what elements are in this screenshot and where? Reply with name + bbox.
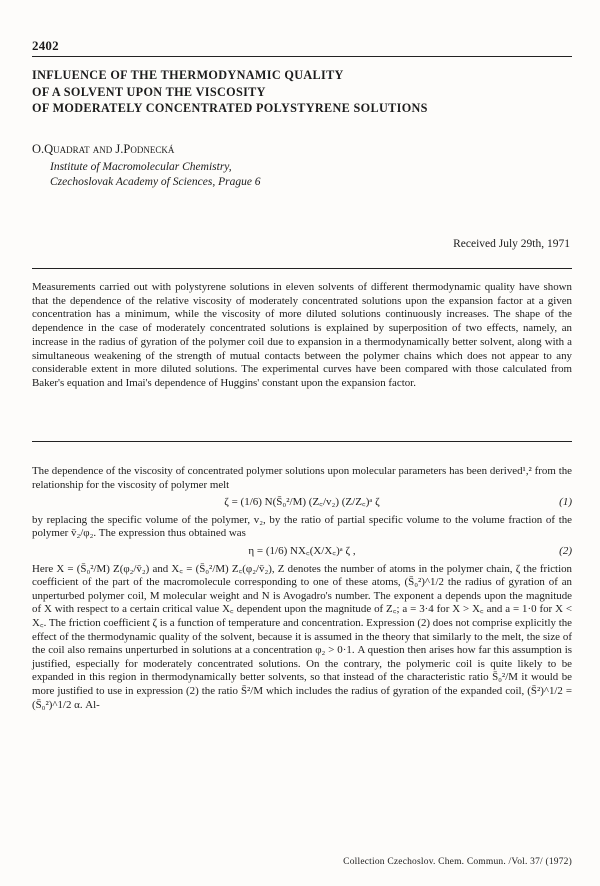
abstract-bottom-rule — [32, 441, 572, 442]
title-line: INFLUENCE OF THE THERMODYNAMIC QUALITY — [32, 68, 344, 82]
equation-formula: ζ = (1/6) N(S̄₀²/M) (Z꜀/v₂) (Z/Z꜀)ᵃ ζ — [224, 496, 380, 509]
title-line: OF MODERATELY CONCENTRATED POLYSTYRENE SOLUTIONS — [32, 101, 428, 115]
equation-formula: η = (1/6) NX꜀(X/X꜀)ᵃ ζ , — [248, 544, 356, 557]
header-rule — [32, 56, 572, 57]
page-number: 2402 — [32, 38, 59, 53]
article-body — [32, 465, 572, 712]
equation-number: (2) — [559, 544, 572, 557]
title-line: OF A SOLVENT UPON THE VISCOSITY — [32, 84, 266, 99]
body-paragraph: The dependence of the viscosity of concentrated polymer solutions upon molecular parameters has been derived¹,² from the relationship for the viscosity of polymer melt — [32, 465, 572, 491]
author-affiliation — [50, 160, 550, 190]
article-authors: O.Quadrat and J.Podnecká — [32, 142, 175, 156]
body-paragraph: by replacing the specific volume of the polymer, v₂, by the ratio of partial specific volume to the volume fraction of the polymer v̄₂/φ₂. The expression thus obtained was — [32, 513, 572, 540]
abstract-top-rule — [32, 268, 572, 269]
abstract: Measurements carried out with polystyrene solutions in eleven solvents of different thermodynamic quality have shown that the dependence of the relative viscosity of moderately concentrated solutions upon the expansion factor at a given concentration has a minimum, while the viscosity of more diluted solutions continuously increases. The shape of the dependence in the case of moderately concentrated solutions is explained by superposition of two effects, namely, an increase in the radius of gyration of the polymer coil due to expansion in a thermodynamically better solvent, along with a simultaneous weakening of the strength of mutual contacts between the polymer chains which does not appear to any considerable extent in more diluted solutions. The experimental curves have been compared with those calculated from Baker's equation and Imai's dependence of Huggins' constant upon the expansion factor. — [32, 281, 572, 389]
received-date: Received July 29th, 1971 — [453, 238, 570, 250]
affiliation-line: Czechoslovak Academy of Sciences, Prague 6 — [50, 176, 261, 188]
equation-2 — [32, 545, 572, 559]
article-title — [32, 67, 572, 117]
journal-footer: Collection Czechoslov. Chem. Commun. /Vol. 37/ (1972) — [343, 857, 572, 867]
equation-number: (1) — [559, 496, 572, 509]
equation-1 — [32, 496, 572, 510]
body-paragraph: Here X = (S̄₀²/M) Z(φ₂/v̄₂) and X꜀ = (S̄₀²/M) Z꜀(φ₂/v̄₂), Z denotes the number of atoms in the polymer chain, ζ the friction coefficient of the part of the macromolecule corresponding to one of these atoms, (S̄₀²)^1/2 the radius of gyration of an unperturbed polymer coil, M molecular weight and N is Avogadro's number. The exponent a depends upon the magnitude of X with respect to a certain critical value X꜀ dependent upon the magnitude of Z꜀; a = 3·4 for X > X꜀ and a = 1·0 for X < X꜀. The friction coefficient ζ is a function of temperature and concentration. Expression (2) does not comprise explicitly the effect of the thermodynamic quality of the solvent, because it is assumed in the theory that similarly to the melt, the size of the coil also remains unperturbed in solutions at a concentration φ₂ > 0·1. A question then arises how far this assumption is justified, especially for moderately concentrated solutions. On the contrary, the polymeric coil is quite likely to be expanded in this region in thermodynamically better solvents, so that instead of the characteristic ratio S̄₀²/M it would be more justified to use in expression (2) the ratio S̄²/M which includes the radius of gyration of the expanded coil, (S̄²)^1/2 = (S̄₀²)^1/2 α. Al- — [32, 562, 572, 711]
affiliation-line: Institute of Macromolecular Chemistry, — [50, 161, 232, 173]
